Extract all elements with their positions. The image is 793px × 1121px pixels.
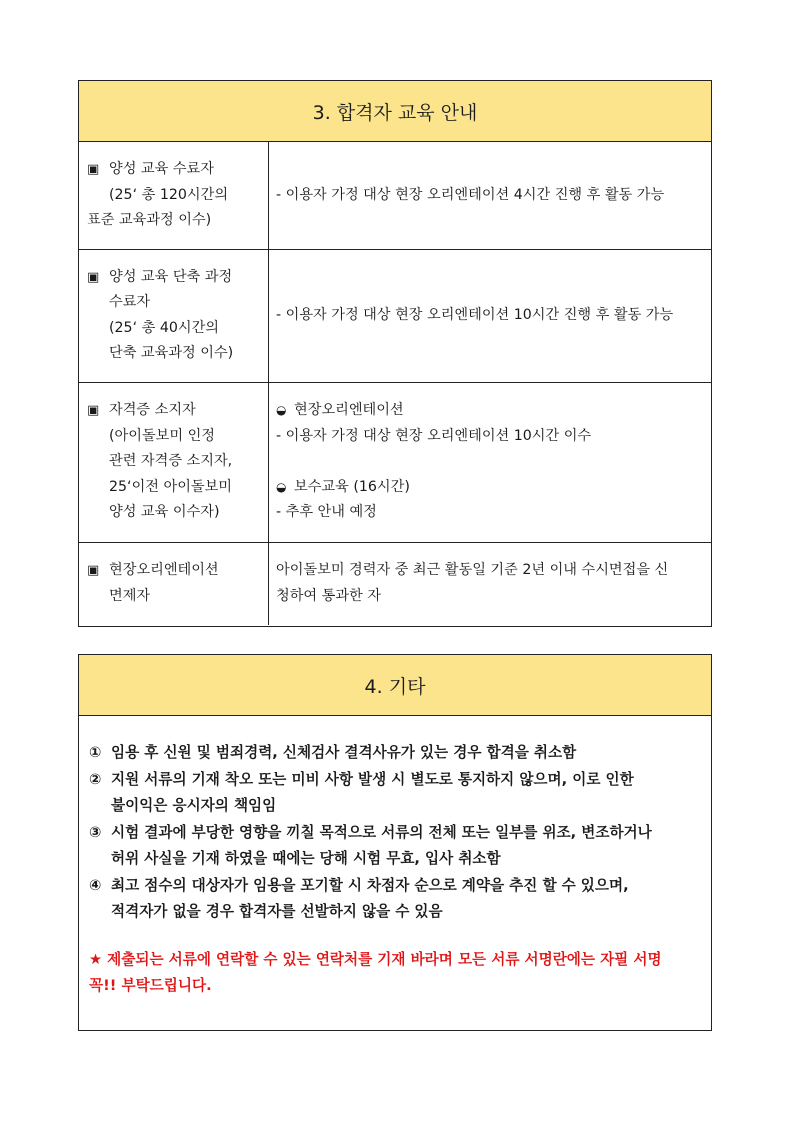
list-item: ③ 시험 결과에 부당한 영향을 끼칠 목적으로 서류의 전체 또는 일부를 위조, 변조하거나 허위 사실을 기재 하였을 때에는 당해 시험 무효, 입사 취소함 xyxy=(89,823,652,867)
row-content: 아이돌보미 경력자 중 최근 활동일 기준 2년 이내 수시면접을 신 청하여 통과한 자 xyxy=(269,542,712,625)
row-content: - 이용자 가정 대상 현장 오리엔테이션 10시간 진행 후 활동 가능 xyxy=(269,249,712,382)
signature-note: ★ 제출되는 서류에 연락할 수 있는 연락처를 기재 바라며 모든 서류 서명란에는 자필 서명 꼭!! 부탁드립니다. xyxy=(89,950,662,994)
etc-body xyxy=(79,716,711,1000)
square-bullet-icon: ▣ xyxy=(87,403,100,419)
square-bullet-icon: ▣ xyxy=(87,162,100,177)
circle-bullet-icon: ◒ xyxy=(276,403,287,418)
section-education-title: 3. 합격자 교육 안내 xyxy=(79,81,711,142)
square-bullet-icon: ▣ xyxy=(87,269,100,285)
table-row xyxy=(79,542,711,625)
circle-bullet-icon: ◒ xyxy=(276,479,287,494)
section-etc-title: 4. 기타 xyxy=(79,655,711,716)
table-row xyxy=(79,249,711,382)
row-label: ▣ 자격증 소지자 (아이돌보미 인정 관련 자격증 소지자, 25‘이전 아이돌보미 양성 교육 이수자) xyxy=(79,382,269,542)
list-item: ④ 최고 점수의 대상자가 임용을 포기할 시 차점자 순으로 계약을 추진 할 수 있으며, 적격자가 없을 경우 합격자를 선발하지 않을 수 있음 xyxy=(89,876,629,920)
section-education xyxy=(78,80,712,627)
square-bullet-icon: ▣ xyxy=(87,563,100,579)
row-content: ◒ 현장오리엔테이션 - 이용자 가정 대상 현장 오리엔테이션 10시간 이수 ◒ 보수교육 (16시간) - 추후 안내 예정 xyxy=(269,382,712,542)
list-item: ① 임용 후 신원 및 범죄경력, 신체검사 결격사유가 있는 경우 합격을 취소함 xyxy=(89,744,577,761)
row-label: ▣ 양성 교육 단축 과정 수료자 (25‘ 총 40시간의 단축 교육과정 이수) xyxy=(79,249,269,382)
row-label: ▣ 현장오리엔테이션 면제자 xyxy=(79,542,269,625)
table-row xyxy=(79,382,711,542)
row-content: - 이용자 가정 대상 현장 오리엔테이션 4시간 진행 후 활동 가능 xyxy=(276,186,665,203)
list-item: ② 지원 서류의 기재 착오 또는 미비 사항 발생 시 별도로 통지하지 않으며, 이로 인한 불이익은 응시자의 책임임 xyxy=(89,770,634,814)
table-row xyxy=(79,142,711,249)
row-label: ▣ 양성 교육 수료자 (25‘ 총 120시간의 표준 교육과정 이수) xyxy=(79,142,269,249)
section-etc xyxy=(78,654,712,1031)
education-table xyxy=(79,142,711,625)
